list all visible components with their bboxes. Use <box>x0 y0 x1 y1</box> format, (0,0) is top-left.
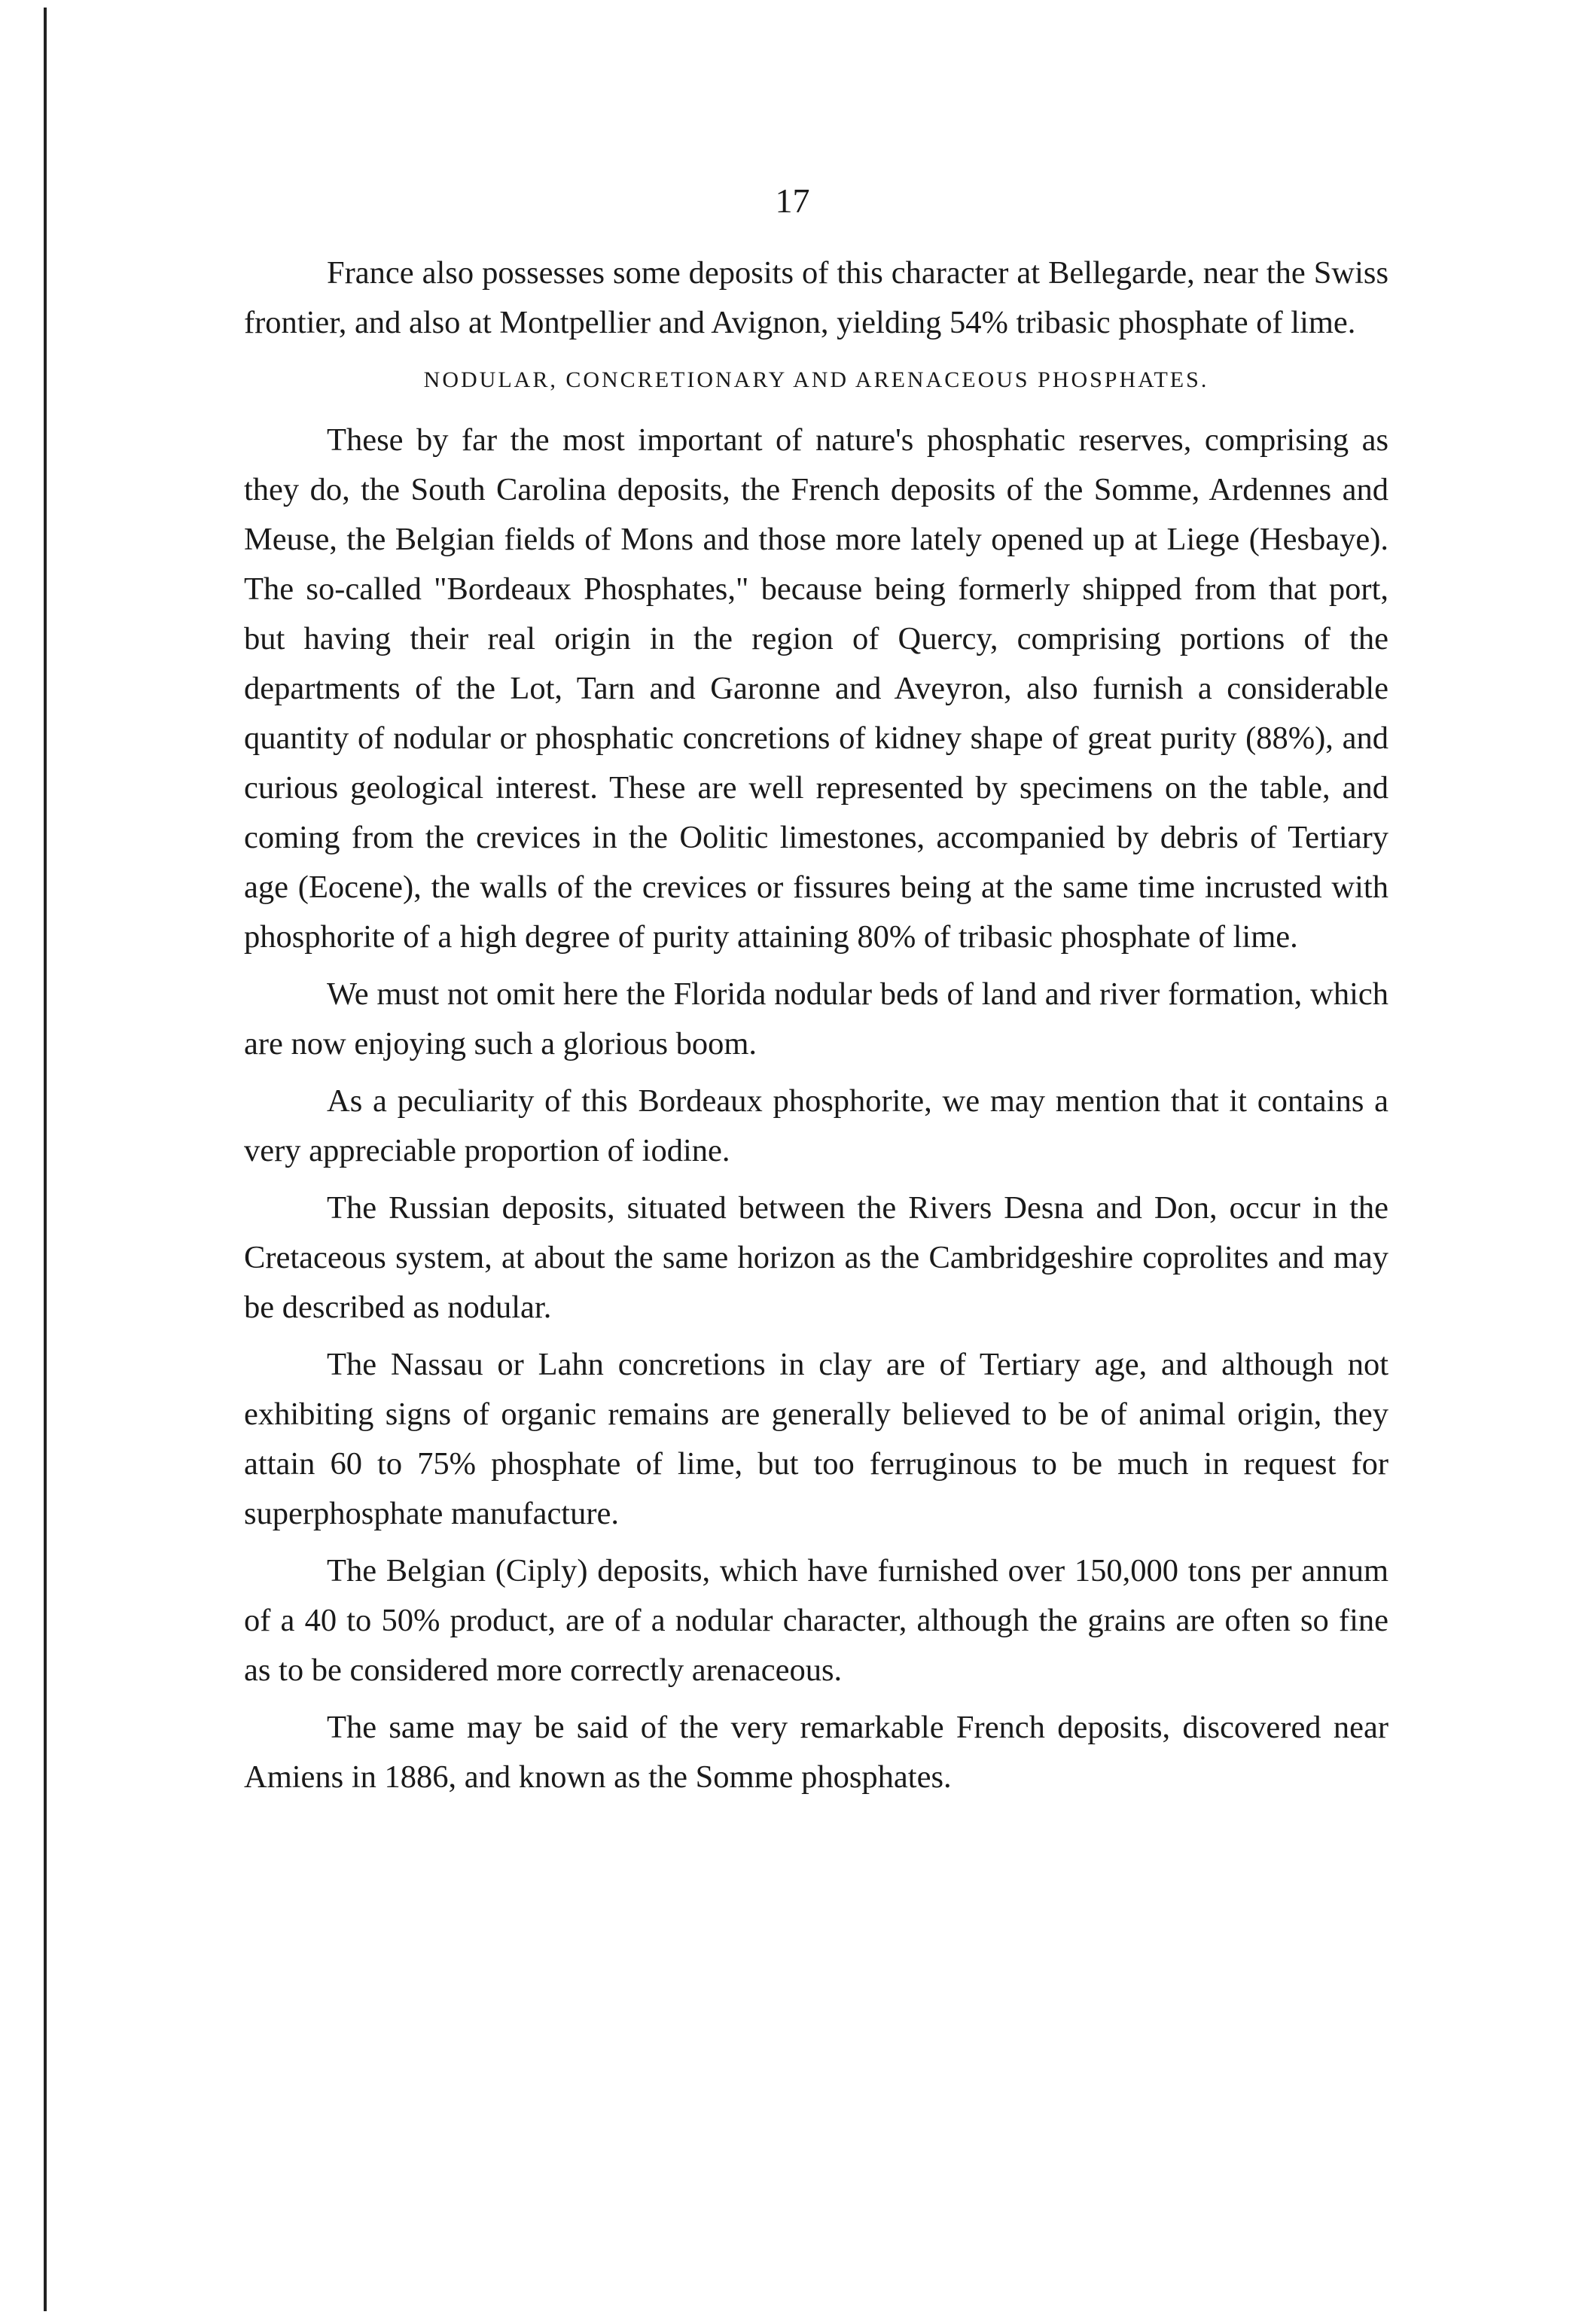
paragraph-3: We must not omit here the Florida nodular beds of land and river formation, which are now enjoying such a glorious boom. <box>244 976 1388 1061</box>
paragraph-7: The Belgian (Ciply) deposits, which have furnished over 150,000 tons per annum of a 40 to 50% product, are of a nodular character, although the grains are often so fine as to be considered more correctly arenaceous. <box>244 1553 1388 1688</box>
paragraph-6: The Nassau or Lahn concretions in clay are of Tertiary age, and although not exhibiting signs of organic remains are generally believed to be of animal origin, they attain 60 to 75% phosphate of lime, but too ferruginous to be much in request for superphosphate manufacture. <box>244 1347 1388 1531</box>
paragraph-4: As a peculiarity of this Bordeaux phosphorite, we may mention that it contains a very appreciable proportion of iodine. <box>244 1083 1388 1168</box>
paragraph-8: The same may be said of the very remarkable French deposits, discovered near Amiens in 1886, and known as the Somme phosphates. <box>244 1710 1388 1795</box>
paragraph-5: The Russian deposits, situated between the Rivers Desna and Don, occur in the Cretaceous system, at about the same horizon as the Cambridgeshire coprolites and may be described as nodular. <box>244 1190 1388 1325</box>
paragraph-2: These by far the most important of nature's phosphatic reserves, comprising as they do, the South Carolina deposits, the French deposits of the Somme, Ardennes and Meuse, the Belgian fields of Mons and those more lately opened up at Liege (Hesbaye). The so-called "Bordeaux Phosphates," because being formerly shipped from that port, but having their real origin in the region of Quercy, comprising portions of the departments of the Lot, Tarn and Garonne and Aveyron, also furnish a considerable quantity of nodular or phosphatic concretions of kidney shape of great purity (88%), and curious geological interest. These are well represented by specimens on the table, and coming from the crevices in the Oolitic limestones, accompanied by debris of Tertiary age (Eocene), the walls of the crevices or fissures being at the same time incrusted with phosphorite of a high degree of purity attaining 80% of tribasic phosphate of lime. <box>244 422 1388 955</box>
section-heading: NODULAR, CONCRETIONARY AND ARENACEOUS PHOSPHATES. <box>423 367 1209 392</box>
body-text <box>244 248 1388 1810</box>
page-number: 17 <box>775 181 810 220</box>
margin-rule <box>44 8 47 2311</box>
paragraph-1: France also possesses some deposits of this character at Bellegarde, near the Swiss frontier, and also at Montpellier and Avignon, yielding 54% tribasic phosphate of lime. <box>244 255 1388 340</box>
